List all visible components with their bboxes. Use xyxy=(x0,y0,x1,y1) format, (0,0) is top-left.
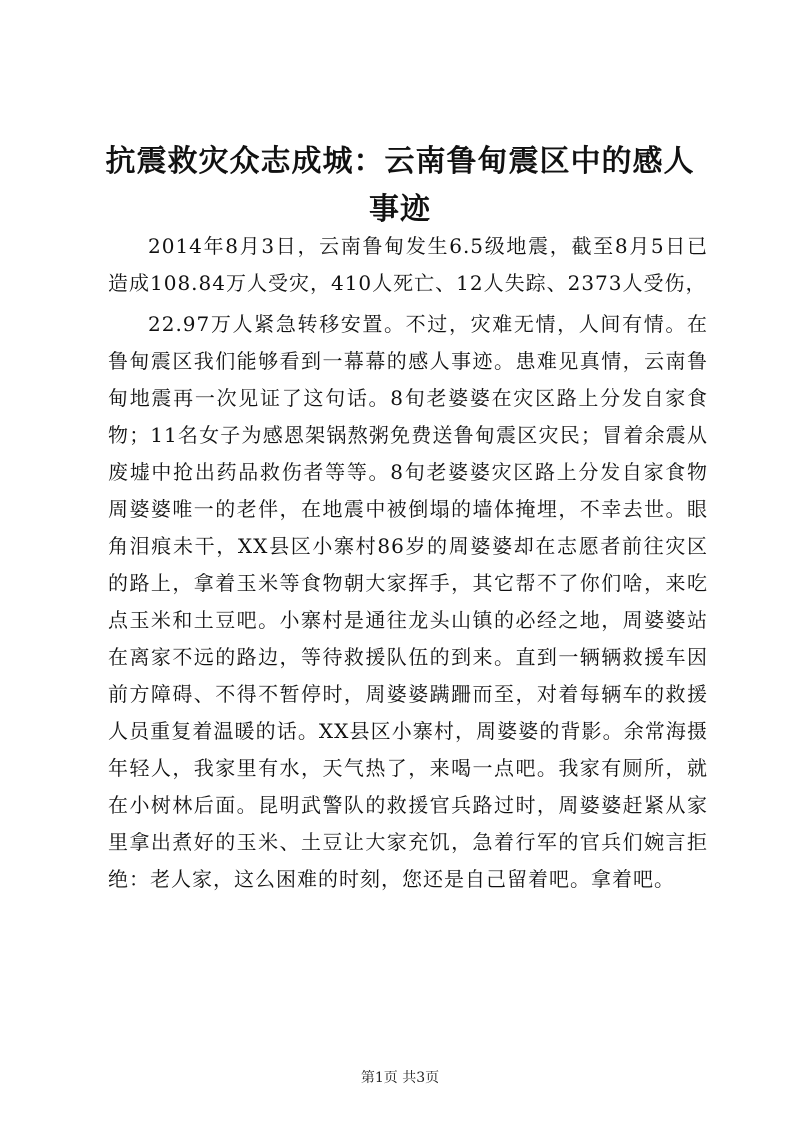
paragraph-2: 22.97万人紧急转移安置。不过，灾难无情，人间有情。在鲁甸震区我们能够看到一幕幕的感人事迹。患难见真情，云南鲁甸地震再一次见证了这句话。8旬老婆婆在灾区路上分发自家食物；11名女子为感恩架锅熬粥免费送鲁甸震区灾民；冒着余震从废墟中抢出药品救伤者等等。8旬老婆婆灾区路上分发自家食物周婆婆唯一的老伴，在地震中被倒塌的墙体掩埋，不幸去世。眼角泪痕未干，XX县区小寨村86岁的周婆婆却在志愿者前往灾区的路上，拿着玉米等食物朝大家挥手，其它帮不了你们啥，来吃点玉米和土豆吧。小寨村是通往龙头山镇的必经之地，周婆婆站在离家不远的路边，等待救援队伍的到来。直到一辆辆救援车因前方障碍、不得不暂停时，周婆婆蹒跚而至，对着每辆车的救援人员重复着温暖的话。XX县区小寨村，周婆婆的背影。余常海摄年轻人，我家里有水，天气热了，来喝一点吧。我家有厕所，就在小树林后面。昆明武警队的救援官兵路过时，周婆婆赶紧从家里拿出煮好的玉米、土豆让大家充饥，急着行军的官兵们婉言拒绝：老人家，这么困难的时刻，您还是自己留着吧。拿着吧。 xyxy=(108,312,708,891)
paragraph-1: 2014年8月3日，云南鲁甸发生6.5级地震，截至8月5日已造成108.84万人受灾，410人死亡、12人失踪、2373人受伤， xyxy=(108,234,708,295)
page-number-footer: 第1页 共3页 xyxy=(360,1070,440,1086)
document-title: 抗震救灾众志成城：云南鲁甸震区中的感人事迹 xyxy=(105,144,695,227)
document-body xyxy=(108,228,708,898)
